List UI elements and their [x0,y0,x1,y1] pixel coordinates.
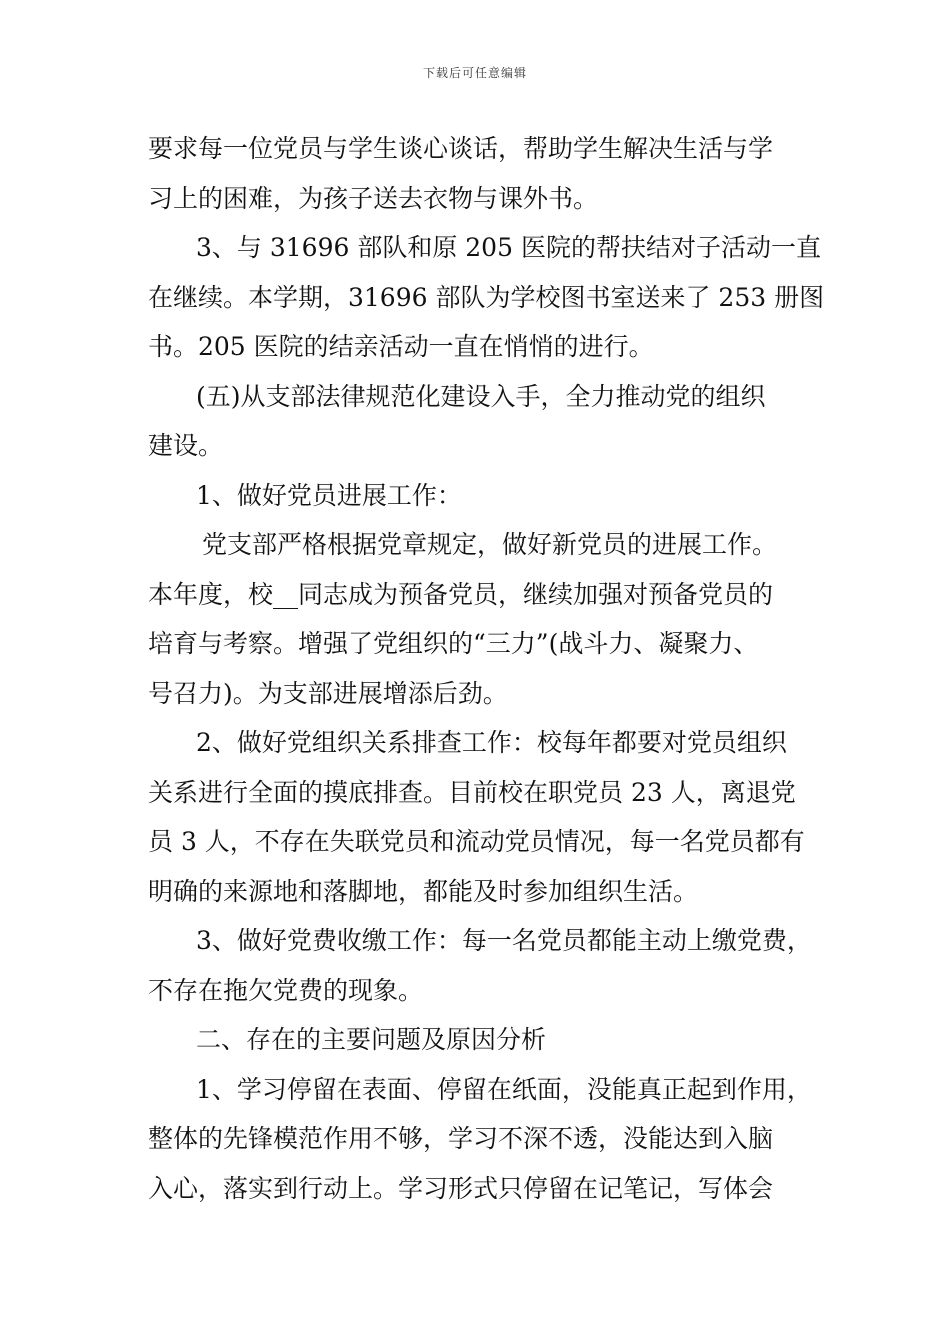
subheading-line: 1、做好党员进展工作： [196,480,462,510]
text-line: 建设。 [148,431,224,460]
text-line: 入心，落实到行动上。学习形式只停留在记笔记，写体会 [148,1173,774,1203]
text-line: 关系进行全面的摸底排查。目前校在职党员 23 人，离退党 [148,777,796,807]
section-heading-line: (五)从支部法律规范化建设入手，全力推动党的组织 [196,381,766,411]
text-line: 本年度，校__同志成为预备党员，继续加强对预备党员的 [148,579,774,609]
document-body [148,128,848,1217]
text-line: 培育与考察。增强了党组织的“三力”(战斗力、凝聚力、 [148,629,759,658]
paragraph-start-line: 1、学习停留在表面、停留在纸面，没能真正起到作用， [196,1074,812,1104]
page-header: 下载后可任意编辑 [422,66,527,80]
text-line: 书。205 医院的结亲活动一直在悄悄的进行。 [148,332,654,361]
text-line: 不存在拖欠党费的现象。 [148,975,424,1005]
text-line: 明确的来源地和落脚地，都能及时参加组织生活。 [148,876,699,906]
text-line: 习上的困难，为孩子送去衣物与课外书。 [148,183,599,213]
text-line: 要求每一位党员与学生谈心谈话，帮助学生解决生活与学 [148,134,774,163]
paragraph-start-line: 3、与 31696 部队和原 205 医院的帮扶结对子活动一直 [196,233,821,262]
paragraph-start-line: 3、做好党费收缴工作：每一名党员都能主动上缴党费， [196,926,812,955]
paragraph-start-line: 2、做好党组织关系排查工作：校每年都要对党员组织 [196,728,787,757]
text-line: 整体的先锋模范作用不够，学习不深不透，没能达到入脑 [148,1124,774,1153]
text-line: 号召力)。为支部进展增添后劲。 [148,678,508,708]
paragraph-start-line: 党支部严格根据党章规定，做好新党员的进展工作。 [202,530,778,559]
section-heading-line: 二、存在的主要问题及原因分析 [196,1025,547,1054]
text-line: 在继续。本学期，31696 部队为学校图书室送来了 253 册图 [148,282,825,312]
text-line: 员 3 人，不存在失联党员和流动党员情况，每一名党员都有 [148,827,805,856]
